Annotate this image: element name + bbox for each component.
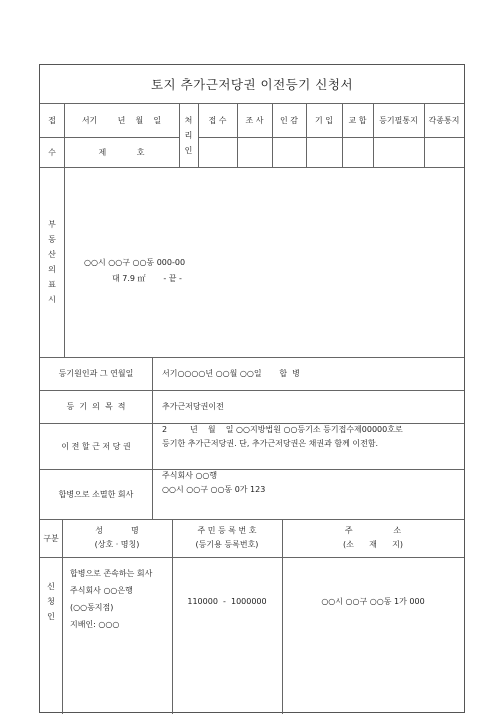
property-label	[40, 167, 64, 357]
applicant-name-line: 합병으로 존속하는 회사	[70, 569, 153, 578]
merged-value	[162, 469, 462, 519]
applicant-name-line: 주식회사 ○○은행	[70, 586, 133, 595]
col-entry: 기 입	[315, 115, 333, 125]
address-header-line: 주 소	[344, 526, 402, 535]
receipt-label-bottom: 수	[48, 147, 56, 157]
cause-label: 등기원인과 그 연월일	[58, 369, 134, 378]
property-char: 표	[48, 280, 56, 289]
applicant-regno: 110000 - 1000000	[187, 596, 267, 606]
transfer-value	[162, 423, 462, 469]
divider	[152, 357, 153, 519]
processor-char: 처	[184, 115, 193, 125]
property-char: 동	[48, 235, 56, 244]
col-investigation: 조 사	[245, 115, 264, 125]
name-header	[62, 519, 172, 557]
division-header: 구분	[43, 533, 59, 543]
applicant-name	[70, 565, 170, 637]
application-form	[39, 64, 465, 713]
applicant-char: 청	[47, 596, 55, 606]
merged-label: 합병으로 소멸한 회사	[58, 489, 134, 499]
processor-char: 인	[184, 145, 193, 155]
form-title: 토지 추가근저당권 이전등기 신청서	[150, 77, 354, 92]
merged-line: 주식회사 ○○행	[162, 471, 218, 480]
receipt-date-field[interactable]: 서기 년 월 일	[81, 115, 162, 125]
merged-line: ○○시 ○○구 ○○동 0가 123	[162, 485, 266, 494]
col-check: 교 합	[348, 115, 367, 125]
processor-label	[179, 103, 198, 167]
transfer-label: 이 전 할 근 저 당 권	[61, 441, 131, 451]
cause-value: 서기○○○○년 ○○월 ○○일 합 병	[162, 369, 300, 378]
property-detail: 대 7.9 ㎡ - 끝 -	[112, 274, 182, 283]
purpose-label: 등 기 의 목 적	[66, 402, 126, 411]
col-various-notice: 각종통지	[428, 115, 460, 125]
regno-header	[172, 519, 282, 557]
applicant-char: 인	[47, 611, 55, 621]
divider	[64, 167, 65, 357]
purpose-value: 추가근저당권이전	[162, 402, 224, 411]
applicant-char: 신	[47, 581, 55, 591]
applicant-name-line: 지배인: ○○○	[70, 620, 120, 629]
property-char: 시	[48, 295, 56, 304]
divider	[40, 167, 464, 168]
name-header-line: 성 명	[95, 526, 139, 535]
applicant-address: ○○시 ○○구 ○○동 1가 000	[321, 596, 425, 606]
receipt-label-top: 접	[48, 115, 56, 125]
address-header	[282, 519, 464, 557]
receipt-number-field[interactable]: 제 호	[98, 147, 145, 157]
applicant-name-line: (○○동지점)	[70, 603, 114, 612]
regno-header-line: (등기용 등록번호)	[195, 540, 259, 549]
address-header-line: (소 재 지)	[343, 540, 403, 549]
transfer-line: 등기한 추가근저당권. 단, 추가근저당권은 채권과 함께 이전함.	[162, 439, 379, 448]
name-header-line: (상호 · 명칭)	[94, 540, 140, 549]
property-char: 의	[48, 265, 56, 274]
col-registration-notice: 등기필통지	[379, 115, 418, 125]
processor-char: 리	[184, 130, 193, 140]
regno-header-line: 주 민 등 록 번 호	[197, 526, 257, 535]
transfer-line: 2 년 월 일 ○○지방법원 ○○등기소 등기접수제00000호로	[162, 425, 403, 434]
property-address: ○○시 ○○구 ○○동 000-00	[84, 258, 186, 267]
property-char: 산	[48, 250, 56, 259]
applicant-label	[40, 557, 62, 645]
col-seal: 인 감	[280, 115, 298, 125]
col-receipt: 접 수	[208, 115, 227, 125]
property-char: 부	[48, 220, 56, 229]
